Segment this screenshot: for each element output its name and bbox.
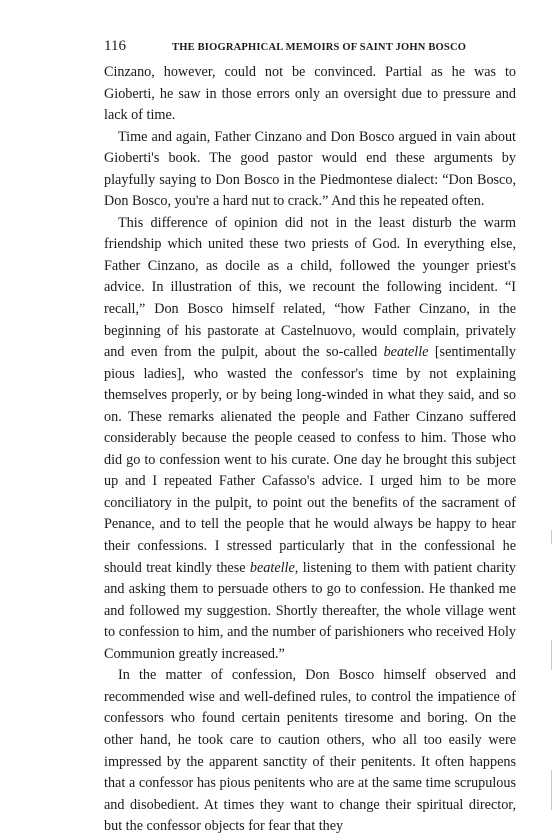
- paragraph-4: In the matter of confession, Don Bosco himself observed and recommended wise and well-defined rules, to control the impatience of confessors who found certain penitents tiresome and boring. On the other hand, he took care to caution others, who all too easily were impressed by the apparent sanctity of their penitents. It often happens that a confessor has pious penitents who are at the same time scrupulous and disobedient. At times they want to change their spiritual director, but the confessor objects for fear that they: [104, 667, 516, 835]
- body-text: [104, 62, 516, 838]
- book-page: [104, 38, 516, 838]
- paragraph-3: [104, 213, 516, 665]
- paragraph-2: Time and again, Father Cinzano and Don Bosco argued in vain about Gioberti's book. The good pastor would end these arguments by playfully saying to Don Bosco in the Piedmontese dialect: “Don Bosco, Don Bosco, you're a hard nut to crack.” And this he repeated often.: [104, 128, 516, 210]
- paragraph-3-text-a: This difference of opinion did not in the least disturb the warm friendship which united these two priests of God. In everything else, Father Cinzano, as docile as a child, followed the younger priest's advice. In illustration of this, we recount the following incident. “I recall,” Don Bosco himself related, “how Father Cinzano, in the beginning of his pastorate at Castelnuovo, would complain, privately and even from the pulpit, about the so-called: [104, 214, 516, 361]
- scan-mark: [551, 640, 552, 670]
- running-head: [104, 38, 516, 62]
- running-head-title: THE BIOGRAPHICAL MEMOIRS OF SAINT JOHN BOSCO: [172, 42, 467, 53]
- scan-mark: [551, 770, 552, 810]
- italic-term-beatelle-2: beatelle,: [249, 559, 299, 576]
- paragraph-3-text-b: [sentimentally pious ladies], who wasted the confessor's time by not explaining themselves properly, or by being long-winded in what they said, and so on. These remarks alienated the people and Father Cinzano suffered considerably because the people ceased to confess to him. Those who did go to confession went to his curate. One day he brought this subject up and I repeated Father Cafasso's advice. I urged him to be more conciliatory in the pulpit, to point out the benefits of the sacrament of Penance, and to tell the people that he would always be happy to hear their confessions. I stressed particularly that in the confessional he should treat kindly these: [104, 344, 516, 576]
- paragraph-3-text-c: listening to them with patient charity and asking them to persuade others to go to confession. He thanked me and followed my suggestion. Shortly thereafter, the whole village went to confession to him, and the number of parishioners who received Holy Communion greatly increased.”: [104, 559, 516, 662]
- page-number: 116: [104, 38, 126, 54]
- paragraph-1: Cinzano, however, could not be convinced. Partial as he was to Gioberti, he saw in those errors only an oversight due to pressure and lack of time.: [104, 64, 516, 124]
- italic-term-beatelle: beatelle: [383, 344, 429, 361]
- scan-mark: [551, 530, 552, 544]
